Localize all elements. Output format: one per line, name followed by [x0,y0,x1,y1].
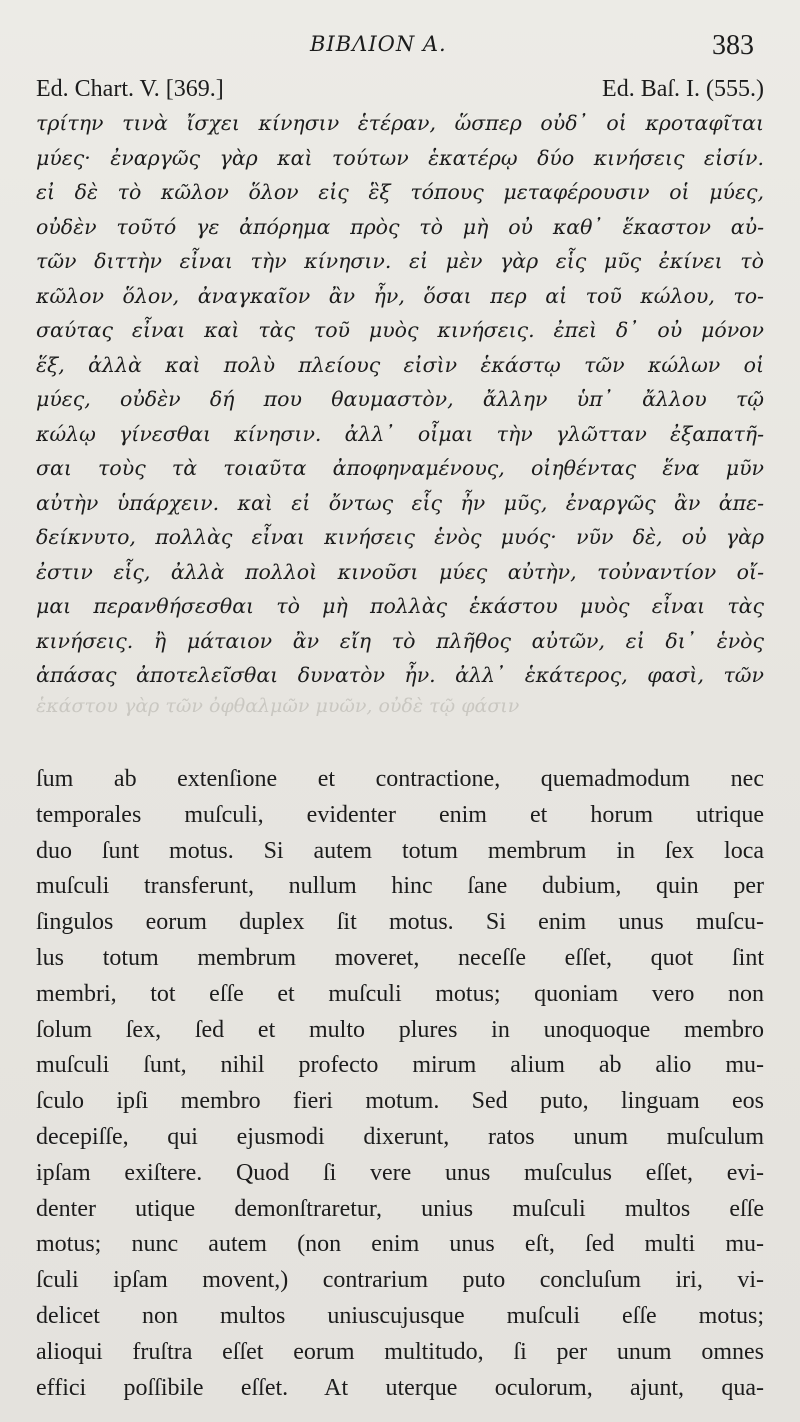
latin-text-line: membri, tot eſſe et muſculi motus; quoniam vero non [36,980,764,1007]
greek-text-line: μαι περανθήσεσθαι τὸ μὴ πολλὰς ἑκάστου μυὸς εἶναι τὰς [36,594,764,618]
latin-text-line: ipſam exiſtere. Quod ſi vere unus muſculus eſſet, evi- [36,1159,764,1186]
latin-text-line: denter utique demonſtraretur, unius muſculi multos eſſe [36,1195,764,1222]
greek-text-line: ἕξ, ἀλλὰ καὶ πολὺ πλείους εἰσὶν ἑκάστῳ τῶν κώλων οἱ [36,352,764,377]
latin-text-line: muſculi transferunt, nullum hinc ſane dubium, quin per [36,873,764,900]
latin-text-line: effici poſſibile eſſet. At uterque oculorum, ajunt, qua- [36,1374,764,1401]
latin-text-line: ſum ab extenſione et contractione, quemadmodum nec [36,766,764,792]
greek-text-line: σαύτας εἶναι καὶ τὰς τοῦ μυὸς κινήσεις. ἐπεὶ δ᾽ οὐ μόνον [36,318,764,342]
greek-text-line: οὐδὲν τοῦτό γε ἀπόρημα πρὸς τὸ μὴ οὐ καθ᾽ ἕκαστον αὐ- [36,214,764,239]
greek-text-line: εἰ δὲ τὸ κῶλον ὅλον εἰς ἓξ τόπους μεταφέρουσιν οἱ μύες, [36,180,764,204]
edition-basel-ref: Ed. Baſ. I. (555.) [602,76,764,102]
latin-text-line: decepiſſe, qui ejusmodi dixerunt, ratos unum muſculum [36,1123,764,1150]
page-header [0,28,800,68]
latin-text-line: ſculi ipſam movent,) contrarium puto concluſum iri, vi- [36,1267,764,1294]
greek-text-line: τρίτην τινὰ ἴσχει κίνησιν ἑτέραν, ὥσπερ οὐδ᾽ οἱ κροταφῖται [36,111,764,135]
latin-text-line: ſolum ſex, ſed et multo plures in unoquoque membro [36,1016,764,1043]
latin-text-line: alioqui fruſtra eſſet eorum multitudo, ſi per unum omnes [36,1338,764,1365]
latin-text-line: delicet non multos uniuscujusque muſculi eſſe motus; [36,1302,764,1329]
latin-text-line: temporales muſculi, evidenter enim et horum utrique [36,801,764,828]
latin-text-line: motus; nunc autem (non enim unus eſt, ſed multi mu- [36,1231,764,1258]
greek-text-line: μύες, οὐδὲν δή που θαυμαστὸν, ἄλλην ὑπ᾽ ἄλλου τῷ [36,387,764,411]
greek-text-line: αὐτὴν ὑπάρχειν. καὶ εἰ ὄντως εἷς ἦν μῦς, ἐναργῶς ἂν ἀπε- [36,490,764,515]
greek-text-line: τῶν διττὴν εἶναι τὴν κίνησιν. εἰ μὲν γὰρ εἷς μῦς ἐκίνει τὸ [36,249,764,273]
edition-chartier-ref: Ed. Chart. V. [369.] [36,76,224,102]
latin-text-line: muſculi ſunt, nihil profecto mirum alium ab alio mu- [36,1052,764,1079]
greek-text-line: κώλῳ γίνεσθαι κίνησιν. ἀλλ᾽ οἶμαι τὴν γλῶτταν ἐξαπατῆ- [36,421,764,446]
latin-text-line: duo ſunt motus. Si autem totum membrum in ſex loca [36,837,764,864]
greek-text-block [36,106,764,693]
show-through-text: ἑκάστου γὰρ τῶν ὀφθαλμῶν μυῶν, οὐδὲ τῷ φάσιν [36,695,520,717]
greek-text-line: κῶλον ὅλον, ἀναγκαῖον ἂν ἦν, ὅσαι περ αἱ τοῦ κώλου, το- [36,283,764,308]
running-title: BIBΛΙΟΝ Α. [310,32,447,56]
greek-text-line: μύες· ἐναργῶς γὰρ καὶ τούτων ἑκατέρῳ δύο κινήσεις εἰσίν. [36,145,764,170]
greek-text-line: δείκνυτο, πολλὰς εἶναι κινήσεις ἑνὸς μυός· νῦν δὲ, οὐ γὰρ [36,525,764,549]
latin-text-block [36,762,764,1406]
latin-text-line: lus totum membrum moveret, neceſſe eſſet, quot ſint [36,944,764,971]
latin-text-line: ſingulos eorum duplex ſit motus. Si enim unus muſcu- [36,909,764,936]
page-number: 383 [712,30,754,61]
greek-text-line: ἐστιν εἷς, ἀλλὰ πολλοὶ κινοῦσι μύες αὐτὴν, τοὐναντίον οἴ- [36,559,764,584]
latin-text-line: ſculo ipſi membro fieri motum. Sed puto, linguam eos [36,1088,764,1115]
greek-text-line: ἁπάσας ἀποτελεῖσθαι δυνατὸν ἦν. ἀλλ᾽ ἑκάτερος, φασὶ, τῶν [36,663,764,687]
greek-text-line: σαι τοὺς τὰ τοιαῦτα ἀποφηναμένους, οἰηθέντας ἕνα μῦν [36,456,764,480]
edition-references [36,72,764,106]
greek-text-line: κινήσεις. ἢ μάταιον ἂν εἴη τὸ πλῆθος αὐτῶν, εἰ δι᾽ ἑνὸς [36,628,764,653]
